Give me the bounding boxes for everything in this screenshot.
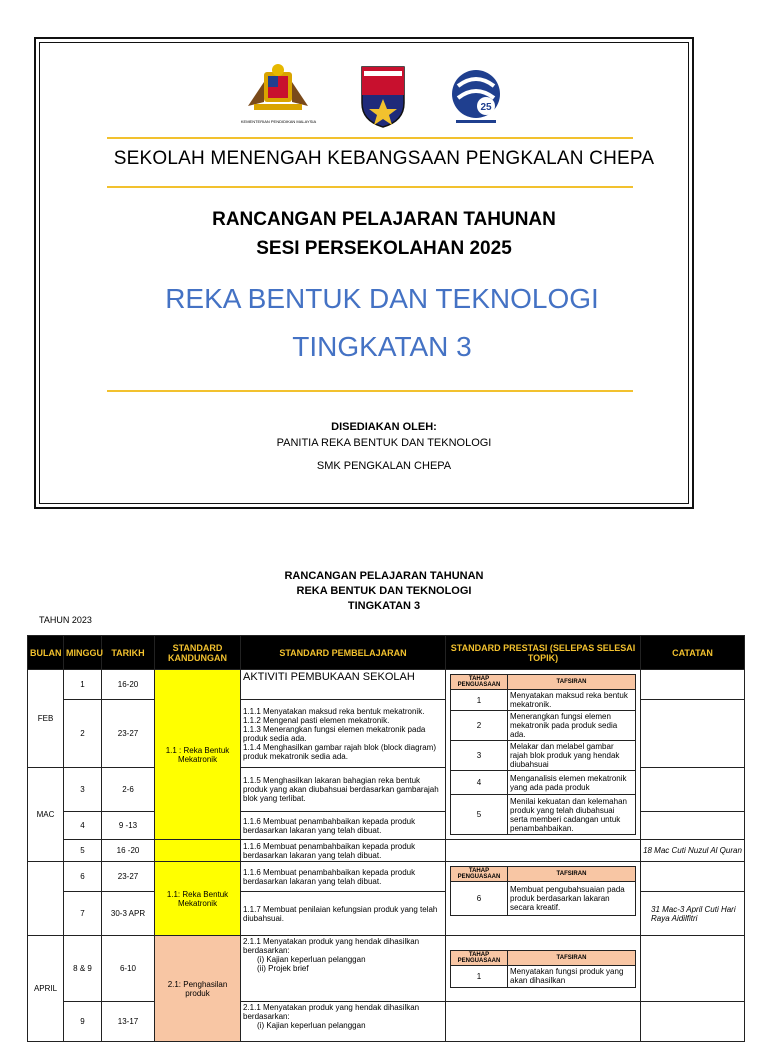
catatan-cell: 31 Mac-3 April Cuti Hari Raya Aidilfitri [641,892,745,936]
sp-cell: 1.1.6 Membuat penambahbaikan kepada produk berdasarkan lakaran yang telah dibuat. [241,812,446,840]
header-catatan: CATATAN [641,636,745,670]
tp-header: TAHAP PENGUASAAN [451,867,508,882]
date-cell: 16-20 [102,670,155,700]
table-header-row [28,636,745,670]
sk-cell-empty [155,840,241,862]
prepared-by-label: DISEDIAKAN OLEH: [331,421,437,433]
header-standard-prestasi: STANDARD PRESTASI (SELEPAS SELESAI TOPIK) [446,636,641,670]
table-row [28,670,745,700]
plan-heading3: TINGKATAN 3 [347,600,421,612]
date-cell: 30-3 APR [102,892,155,936]
tafsiran-text: Melakar dan melabel gambar rajah blok produk yang hendak diubahsuai [508,741,636,771]
tafsiran-text: Menganalisis elemen mekatronik yang ada pada produk [508,771,636,795]
tafsiran-text: Menyatakan maksud reka bentuk mekatronik. [508,690,636,711]
sk-cell: 1.1: Reka Bentuk Mekatronik [155,862,241,936]
tp-value: 4 [451,771,508,795]
sp-cell: 1.1.6 Membuat penambahbaikan kepada produk berdasarkan lakaran yang telah dibuat. [241,862,446,892]
tafsiran-text: Membuat pengubahsuaian pada produk berdasarkan lakaran secara kreatif. [508,882,636,916]
sk-cell: 2.1: Penghasilan produk [155,936,241,1042]
tafsiran-text: Menyatakan fungsi produk yang akan dihasilkan [508,965,636,987]
month-cell: MAC [28,768,64,862]
sp-cell: 2.1.1 Menyatakan produk yang hendak dihasilkan berdasarkan: (i) Kajian keperluan pelanggan [241,1002,446,1042]
tafsiran-text: Menilai kekuatan dan kelemahan produk yang telah diubahsuai serta memberi cadangan untuk penambahbaikan. [508,795,636,835]
date-cell: 13-17 [102,1002,155,1042]
prestasi-table-3 [450,950,636,988]
table-row [28,936,745,1002]
table-row [28,1002,745,1042]
week-cell: 8 & 9 [64,936,102,1002]
month-cell: FEB [28,670,64,768]
tp-value: 1 [451,690,508,711]
prepared-by-line2: SMK PENGKALAN CHEPA [316,460,452,472]
month-cell: APRIL [28,936,64,1042]
sp-cell: 2.1.1 Menyatakan produk yang hendak dihasilkan berdasarkan: (i) Kajian keperluan pelanggan (ii) Projek brief [241,936,446,1002]
subject-line2: TINGKATAN 3 [292,331,472,362]
catatan-cell [641,768,745,812]
plan-heading1: RANCANGAN PELAJARAN TAHUNAN [284,570,484,582]
catatan-cell [641,862,745,892]
header-standard-pembelajaran: STANDARD PEMBELAJARAN [241,636,446,670]
catatan-cell: 18 Mac Cuti Nuzul Al Quran [641,840,745,862]
school-name: SEKOLAH MENENGAH KEBANGSAAN PENGKALAN CHEPA [113,148,655,169]
sp-cell: 1.1.6 Membuat penambahbaikan kepada produk berdasarkan lakaran yang telah dibuat. [241,840,446,862]
sp-cell: 1.1.5 Menghasilkan lakaran bahagian reka bentuk produk yang akan diubahsuai berdasarkan gambarajah blok yang terlibat. [241,768,446,812]
plan-table [27,635,745,1042]
prestasi-cell [446,862,641,936]
prestasi-table-2 [450,866,636,916]
week-cell: 9 [64,1002,102,1042]
sk-cell: 1.1 : Reka Bentuk Mekatronik [155,670,241,840]
date-cell: 16 -20 [102,840,155,862]
date-cell: 6-10 [102,936,155,1002]
svg-text:25: 25 [480,102,492,113]
tafsiran-header: TAFSIRAN [508,675,636,690]
header-tarikh: TARIKH [102,636,155,670]
tafsiran-header: TAFSIRAN [508,867,636,882]
catatan-cell [641,670,745,700]
gold-divider-3 [107,390,633,392]
date-cell: 23-27 [102,700,155,768]
tp-header: TAHAP PENGUASAAN [451,675,508,690]
week-cell: 1 [64,670,102,700]
cover-title-line1: RANCANGAN PELAJARAN TAHUNAN [212,209,556,230]
ministry-logo: KEMENTERIAN PENDIDIKAN MALAYSIA [236,62,321,124]
month-cell-empty [28,862,64,936]
tp-header: TAHAP PENGUASAAN [451,950,508,965]
prestasi-cell [446,936,641,1002]
tp-value: 5 [451,795,508,835]
cover-title-line2: SESI PERSEKOLAHAN 2025 [256,238,512,259]
date-cell: 9 -13 [102,812,155,840]
sp-cell: 1.1.1 Menyatakan maksud reka bentuk mekatronik. 1.1.2 Mengenal pasti elemen mekatronik. 1.1.3 Menerangkan fungsi elemen mekatronik pada produk sedia ada. 1.1.4 Menghasilkan gambar rajah blok (block diagram) produk mekatronik sedia ada. [241,700,446,768]
school-crest-logo [360,65,406,129]
sp-cell: AKTIVITI PEMBUKAAN SEKOLAH [241,670,446,700]
prestasi-table-1 [450,674,636,835]
tafsiran-text: Menerangkan fungsi elemen mekatronik pada produk sedia ada. [508,711,636,741]
prestasi-cell-empty [446,1002,641,1042]
tp-value: 2 [451,711,508,741]
tafsiran-header: TAFSIRAN [508,950,636,965]
table-row [28,840,745,862]
week-cell: 6 [64,862,102,892]
week-cell: 5 [64,840,102,862]
table-row [28,862,745,892]
subject-line1: REKA BENTUK DAN TEKNOLOGI [165,283,599,314]
week-cell: 4 [64,812,102,840]
tp-value: 6 [451,882,508,916]
header-bulan: BULAN [28,636,64,670]
catatan-cell [641,700,745,768]
gold-divider-1 [107,137,633,139]
sp-cell: 1.1.7 Membuat penilaian kefungsian produk yang telah diubahsuai. [241,892,446,936]
catatan-cell [641,1002,745,1042]
date-cell: 2-6 [102,768,155,812]
prestasi-cell-empty [446,840,641,862]
year-label: TAHUN 2023 [39,615,92,625]
prepared-by-line1: PANITIA REKA BENTUK DAN TEKNOLOGI [276,437,492,449]
week-cell: 7 [64,892,102,936]
catatan-cell [641,936,745,1002]
catatan-cell [641,812,745,840]
gold-divider-2 [107,186,633,188]
date-cell: 23-27 [102,862,155,892]
plan-heading2: REKA BENTUK DAN TEKNOLOGI [296,585,472,597]
tp-value: 3 [451,741,508,771]
tp-value: 1 [451,965,508,987]
header-minggu: MINGGU [64,636,102,670]
week-cell: 2 [64,700,102,768]
week-cell: 3 [64,768,102,812]
prestasi-cell [446,670,641,840]
anniversary-logo [448,66,504,128]
header-standard-kandungan: STANDARD KANDUNGAN [155,636,241,670]
